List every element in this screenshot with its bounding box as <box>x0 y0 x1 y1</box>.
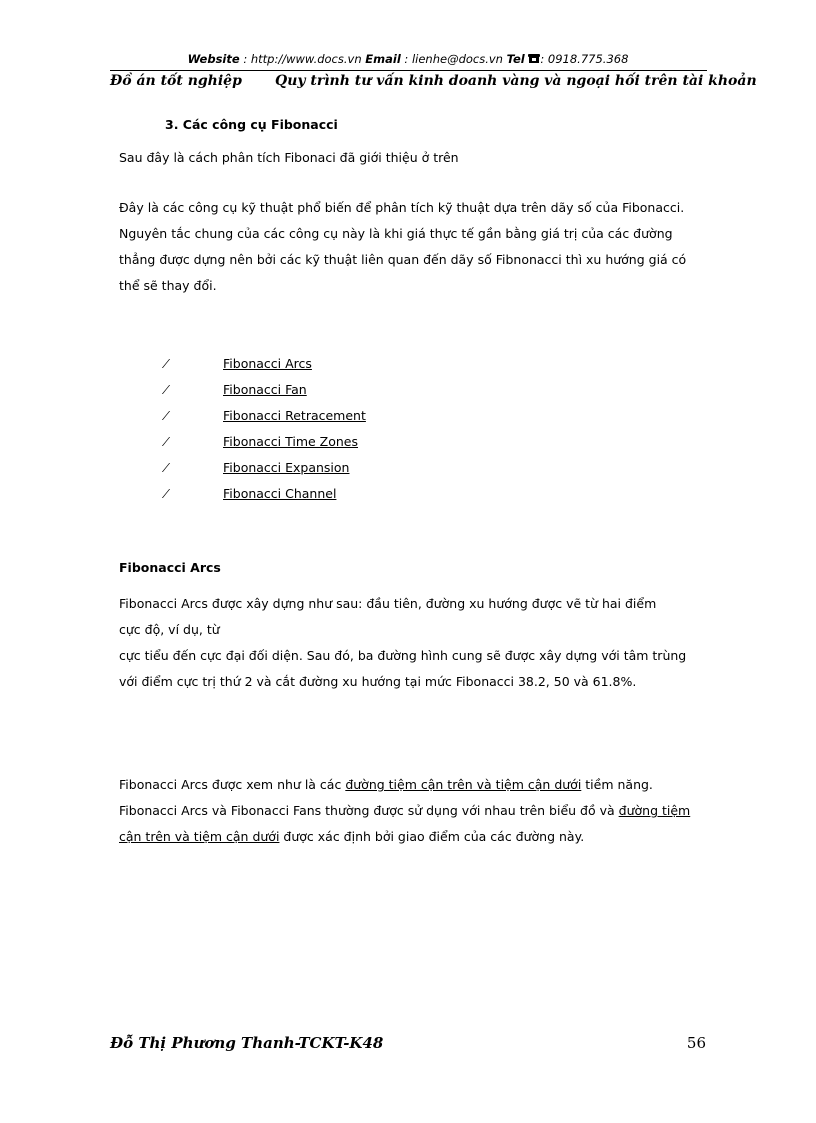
bullet-icon: ⁄ <box>165 461 168 475</box>
intro-paragraph: Sau đây là cách phân tích Fibonaci đã giới thiệu ở trên <box>119 150 459 165</box>
page-number: 56 <box>686 1034 706 1052</box>
email-label: Email <box>365 52 401 66</box>
bullet-icon: ⁄ <box>165 357 168 371</box>
section-heading: 3. Các công cụ Fibonacci <box>165 117 338 132</box>
tool-link-arcs[interactable]: Fibonacci Arcs <box>223 356 312 371</box>
arcs-paragraph-1 <box>119 591 705 695</box>
tool-link-fan[interactable]: Fibonacci Fan <box>223 382 307 397</box>
phone-icon <box>528 53 540 67</box>
website-label: Website <box>187 52 240 66</box>
tool-link-time-zones[interactable]: Fibonacci Time Zones <box>223 434 359 449</box>
website-url[interactable]: : http://www.docs.vn <box>239 52 366 66</box>
header-rule <box>110 70 707 71</box>
bullet-icon: ⁄ <box>165 409 168 423</box>
tool-link-channel[interactable]: Fibonacci Channel <box>223 486 337 501</box>
thesis-title: Đồ án tốt nghiệp <box>110 73 242 89</box>
resistance-support-link-2[interactable]: đường tiệm cận trên và tiệm cận dưới <box>119 803 691 844</box>
arcs-heading: Fibonacci Arcs <box>119 560 221 575</box>
arcs-paragraph-2-text-1: Fibonacci Arcs được xem như là các <box>119 777 346 792</box>
arcs-paragraph-2 <box>119 772 705 850</box>
author-name: Đỗ Thị Phương Thanh-TCKT-K48 <box>110 1034 384 1052</box>
tel-label: Tel <box>506 52 525 66</box>
website-header-line <box>0 52 816 67</box>
bullet-icon: ⁄ <box>165 435 168 449</box>
bullet-icon: ⁄ <box>165 487 168 501</box>
tel-number: : 0918.775.368 <box>540 52 629 66</box>
report-topic: Quy trình tư vấn kinh doanh vàng và ngoại hối trên tài khoản <box>275 73 757 89</box>
bullet-icon: ⁄ <box>165 383 168 397</box>
tool-link-retracement[interactable]: Fibonacci Retracement <box>223 408 366 423</box>
arcs-paragraph-2-text-3: được xác định bởi giao điểm của các đường này. <box>279 829 585 844</box>
tool-link-expansion[interactable]: Fibonacci Expansion <box>223 460 350 475</box>
resistance-support-link-1[interactable]: đường tiệm cận trên và tiệm cận dưới <box>345 777 582 792</box>
description-paragraph: Đây là các công cụ kỹ thuật phổ biến để phân tích kỹ thuật dựa trên dãy số của Fibonacci. Nguyên tắc chung của các công cụ này là khi giá thực tế gần bằng giá trị của các đường thẳng được dựng nên bởi các kỹ thuật liên quan đến dãy số Fibnonacci thì xu hướng giá có thể sẽ thay đổi. <box>119 200 687 293</box>
arcs-paragraph-2-text-2: tiềm năng. Fibonacci Arcs và Fibonacci Fans thường được sử dụng với nhau trên biểu đồ và <box>119 777 653 818</box>
arcs-paragraph-1-line-1: Fibonacci Arcs được xây dựng như sau: đầu tiên, đường xu hướng được vẽ từ hai điểm cực độ, ví dụ, từ <box>119 596 657 637</box>
arcs-paragraph-1-line-2: cực tiểu đến cực đại đối diện. Sau đó, ba đường hình cung sẽ được xây dựng với tâm trùng với điểm cực trị thứ 2 và cắt đường xu hướng tại mức Fibonacci 38.2, 50 và 61.8%. <box>119 648 687 689</box>
email-address[interactable]: : lienhe@docs.vn <box>400 52 507 66</box>
